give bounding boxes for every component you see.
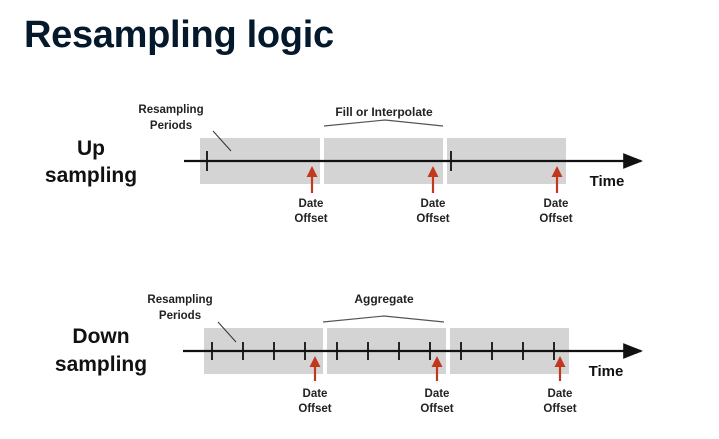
fill-interpolate-label: Fill or Interpolate [335, 105, 433, 119]
resampling-periods-label-line2: Periods [158, 310, 202, 322]
aggregate-label: Aggregate [354, 292, 414, 306]
date-offset-label-line2: Offset [416, 213, 450, 225]
page-title: Resampling logic [24, 14, 334, 56]
downsampling-label-line1: Down [72, 325, 130, 348]
upsampling-section [45, 104, 641, 225]
date-offset-label-line2: Offset [298, 403, 332, 415]
date-offset-label-line2: Offset [420, 403, 454, 415]
date-offset-label-line1: Date [543, 198, 569, 210]
date-offset-label-line1: Date [302, 388, 328, 400]
time-label: Time [589, 173, 625, 190]
upsampling-label-line2: sampling [44, 164, 138, 187]
date-offset-label-line2: Offset [539, 213, 573, 225]
fill-interpolate-bracket [324, 120, 443, 126]
date-offset-label-line1: Date [547, 388, 573, 400]
resampling-periods-label-line1: Resampling [138, 104, 204, 116]
downsampling-section [55, 292, 641, 415]
resampling-periods-label-line1: Resampling [147, 294, 213, 306]
date-offset-label-line1: Date [420, 198, 446, 210]
date-offset-label-line1: Date [424, 388, 450, 400]
aggregate-bracket [323, 316, 444, 322]
date-offset-label-line2: Offset [543, 403, 577, 415]
time-label: Time [588, 363, 624, 380]
downsampling-label-line2: sampling [54, 353, 148, 376]
upsampling-label-line1: Up [77, 137, 105, 160]
date-offset-label-line1: Date [298, 198, 324, 210]
date-offset-label-line2: Offset [294, 213, 328, 225]
resampling-periods-label-line2: Periods [149, 120, 193, 132]
